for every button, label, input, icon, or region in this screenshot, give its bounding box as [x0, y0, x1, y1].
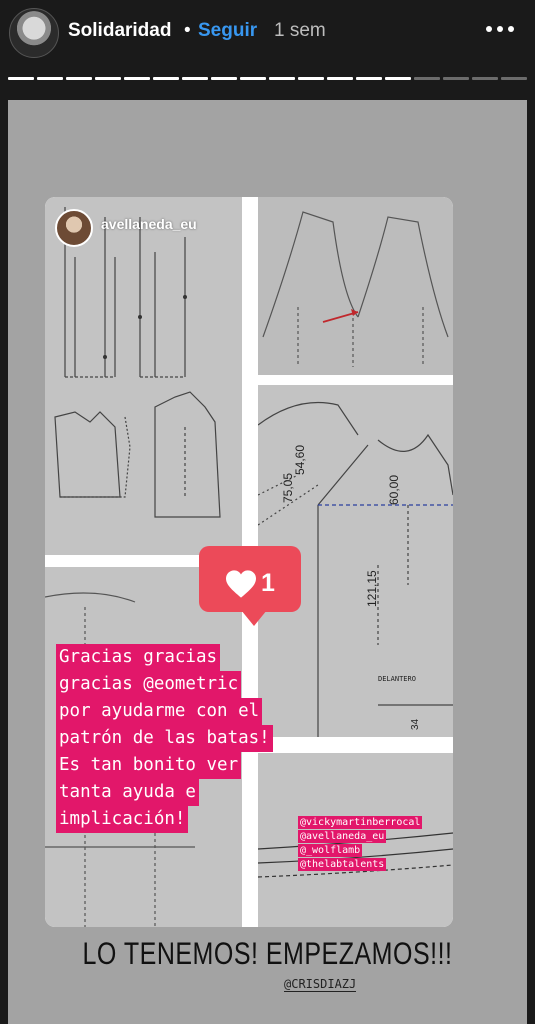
caption-line: patrón de las batas! — [56, 725, 273, 752]
progress-segment — [37, 77, 63, 80]
progress-segment — [356, 77, 382, 80]
progress-segment — [501, 77, 527, 80]
mention-tag[interactable]: @vickymartinberrocal — [300, 817, 421, 828]
username[interactable]: Solidaridad — [68, 20, 172, 41]
mention-tag[interactable]: @thelabtalents — [300, 859, 385, 870]
progress-segment — [153, 77, 179, 80]
story-headline: LO TENEMOS! EMPEZAMOS!!! — [82, 936, 453, 972]
progress-segment — [8, 77, 34, 80]
measure-label: 75,05 — [281, 472, 295, 503]
story-progress-bar — [8, 77, 527, 80]
avatar[interactable] — [9, 8, 59, 58]
follow-button[interactable]: Seguir — [198, 20, 258, 41]
caption-line: implicación! — [56, 806, 188, 833]
progress-segment — [385, 77, 411, 80]
measure-label: 34 — [410, 718, 421, 730]
mention-tags — [298, 816, 422, 872]
progress-segment — [240, 77, 266, 80]
heart-icon — [224, 569, 258, 599]
caption-line: Es tan bonito ver — [56, 752, 241, 779]
story-content[interactable] — [8, 100, 527, 1024]
progress-segment — [182, 77, 208, 80]
progress-segment — [124, 77, 150, 80]
progress-segment — [211, 77, 237, 80]
timestamp: 1 sem — [274, 20, 326, 41]
more-options-icon[interactable] — [480, 14, 520, 44]
measure-label: 60,00 — [387, 474, 401, 505]
progress-segment — [66, 77, 92, 80]
progress-segment — [269, 77, 295, 80]
caption-text — [56, 644, 356, 833]
mention-tag[interactable]: @_wolflamb — [300, 845, 361, 856]
caption-line: tanta ayuda e — [56, 779, 199, 806]
progress-segment — [443, 77, 469, 80]
post-username[interactable]: avellaneda_eu — [101, 216, 197, 232]
progress-segment — [327, 77, 353, 80]
caption-line: Gracias gracias — [56, 644, 220, 671]
pattern-label-delantero: DELANTERO — [378, 675, 416, 683]
pattern-image-1 — [45, 197, 242, 555]
post-avatar[interactable] — [55, 209, 93, 247]
caption-line: por ayudarme con el — [56, 698, 262, 725]
like-count: 1 — [261, 569, 275, 597]
progress-segment — [95, 77, 121, 80]
story-header — [0, 0, 535, 66]
progress-segment — [414, 77, 440, 80]
measure-label: 121,15 — [365, 570, 379, 607]
measure-label: 54,60 — [293, 444, 307, 475]
progress-segment — [298, 77, 324, 80]
pattern-image-2 — [258, 197, 453, 375]
credit-mention[interactable]: @CRISDIAZJ — [284, 977, 357, 991]
caption-line: gracias @eometric — [56, 671, 241, 698]
like-sticker-tail — [241, 610, 267, 626]
mention-tag[interactable]: @avellaneda_eu — [300, 831, 385, 842]
separator-dot: • — [184, 20, 191, 41]
progress-segment — [472, 77, 498, 80]
